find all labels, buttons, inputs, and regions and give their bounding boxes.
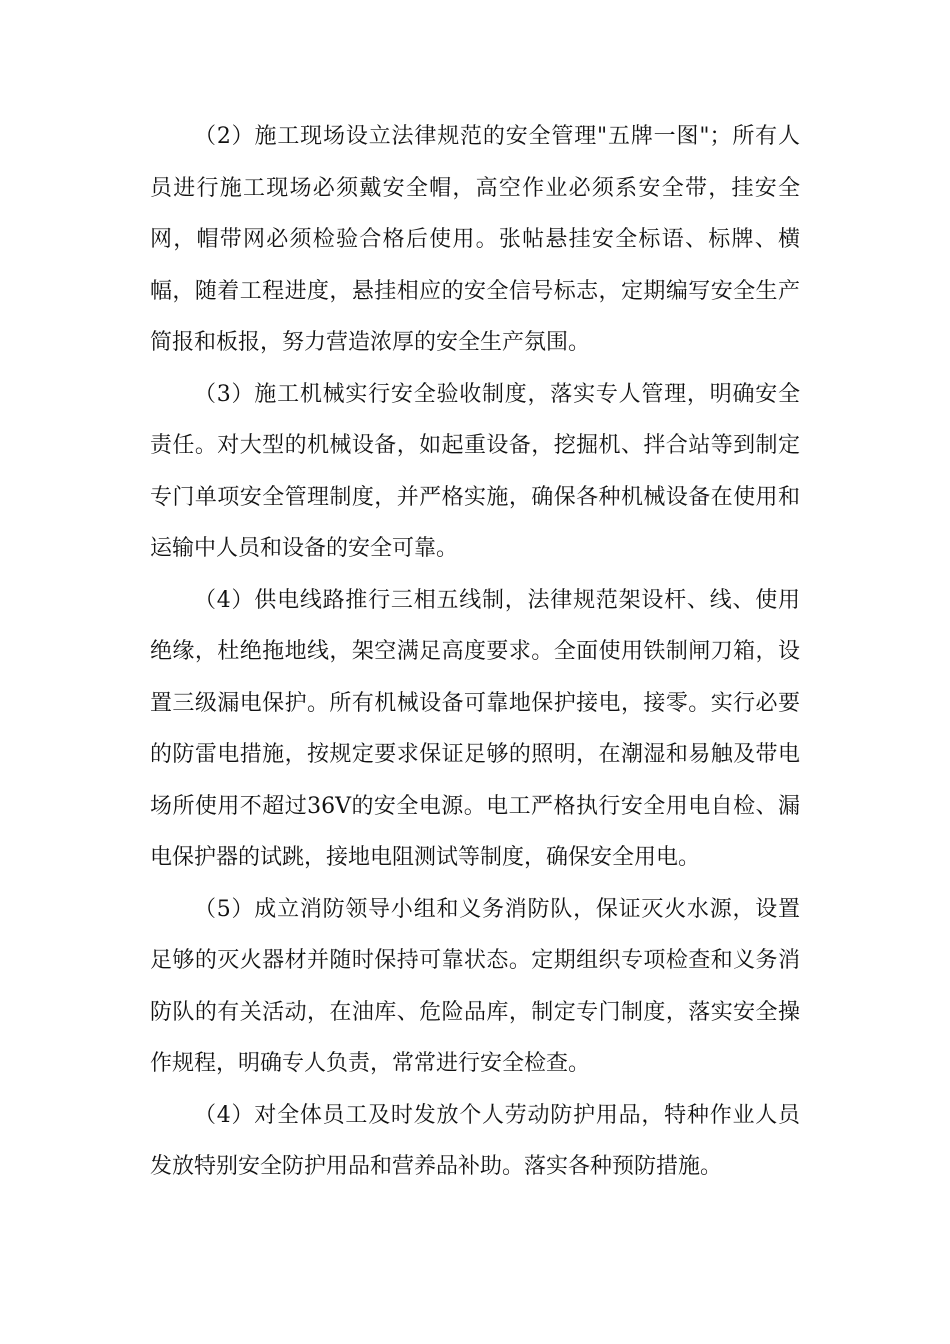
document-body [150, 111, 800, 1193]
paragraph-safety-signage: （2）施工现场设立法律规范的安全管理"五牌一图"；所有人员进行施工现场必须戴安全帽，高空作业必须系安全带，挂安全网，帽带网必须检验合格后使用。张帖悬挂安全标语、标牌、横幅，随着工程进度，悬挂相应的安全信号标志，定期编写安全生产简报和板报，努力营造浓厚的安全生产氛围。 [150, 124, 800, 355]
paragraph-machinery-acceptance: （3）施工机械实行安全验收制度，落实专人管理，明确安全责任。对大型的机械设备，如起重设备，挖掘机、拌合站等到制定专门单项安全管理制度，并严格实施，确保各种机械设备在使用和运输中人员和设备的安全可靠。 [150, 381, 800, 561]
paragraph-protective-equipment: （4）对全体员工及时发放个人劳动防护用品，特种作业人员发放特别安全防护用品和营养品补助。落实各种预防措施。 [150, 1102, 800, 1179]
paragraph-power-supply: （4）供电线路推行三相五线制，法律规范架设杆、线、使用绝缘，杜绝拖地线，架空满足高度要求。全面使用铁制闸刀箱，设置三级漏电保护。所有机械设备可靠地保护接电，接零。实行必要的防雷电措施，按规定要求保证足够的照明，在潮湿和易触及带电场所使用不超过36V的安全电源。电工严格执行安全用电自检、漏电保护器的试跳，接地电阻测试等制度，确保安全用电。 [150, 587, 800, 870]
paragraph-fire-protection: （5）成立消防领导小组和义务消防队，保证灭火水源，设置足够的灭火器材并随时保持可靠状态。定期组织专项检查和义务消防队的有关活动，在油库、危险品库，制定专门制度，落实安全操作规程，明确专人负责，常常进行安全检查。 [150, 896, 800, 1076]
